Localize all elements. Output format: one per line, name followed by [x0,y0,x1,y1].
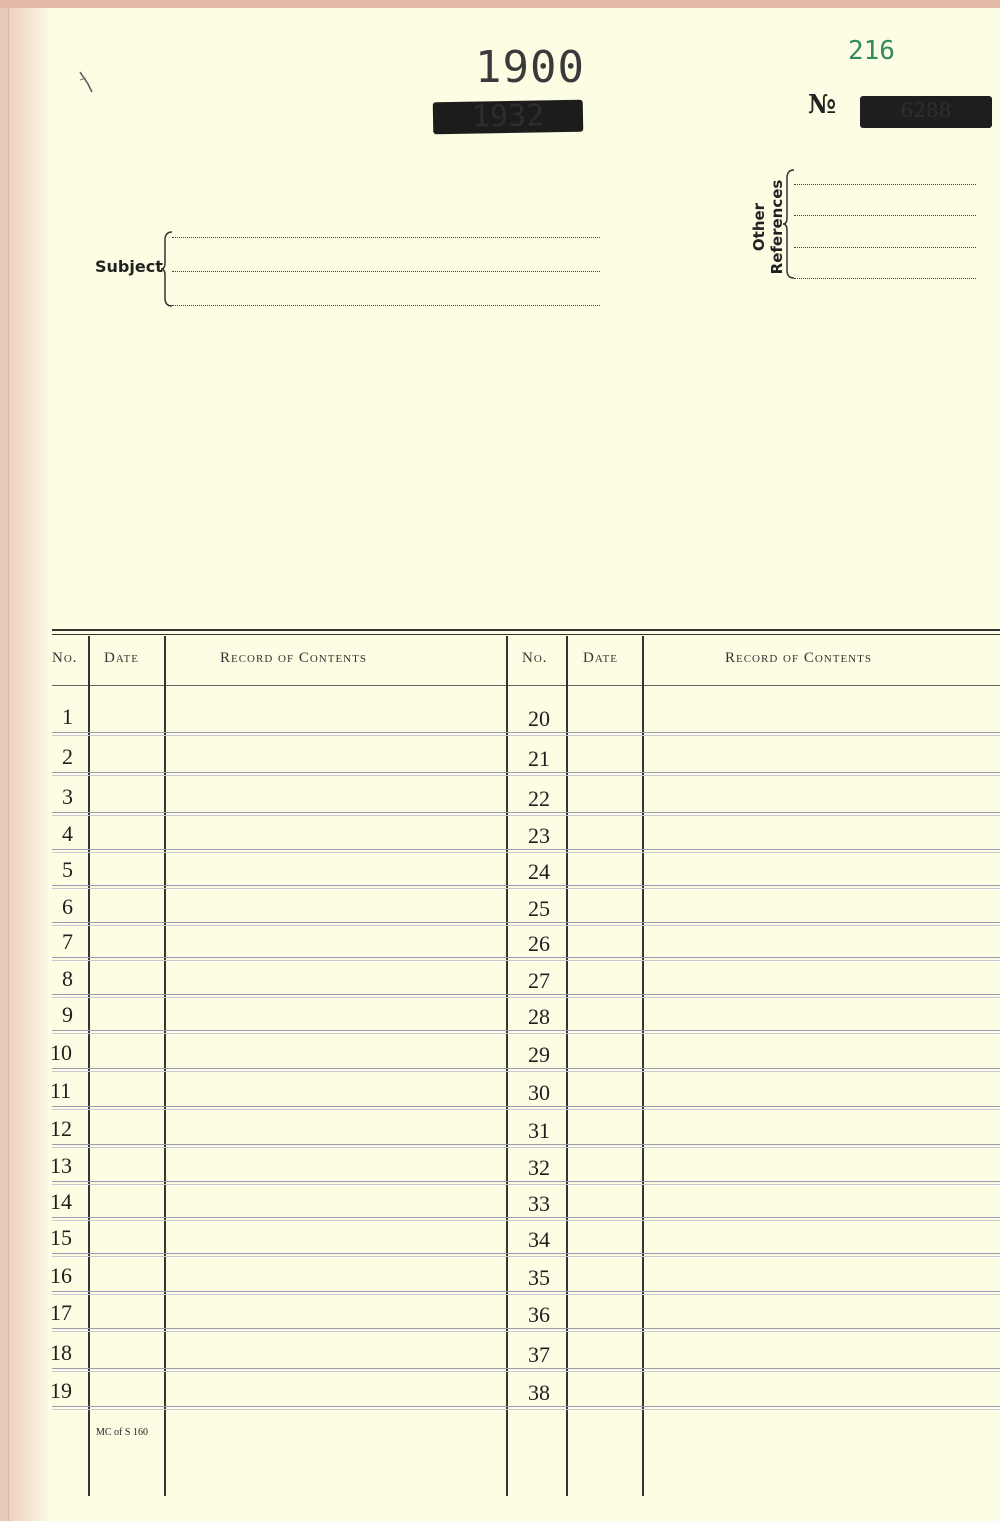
pin-mark-icon [78,70,94,94]
col-divider-center [506,636,508,1496]
row-number-left: 1 [62,704,73,729]
form-code: MC of S 160 [96,1427,148,1438]
file-no-label: № [808,90,837,120]
row-rule-secondary [52,1294,1000,1295]
row-rule [52,957,1000,958]
subject-line-3[interactable] [172,305,600,306]
row-rule [52,849,1000,850]
row-rule-secondary [52,997,1000,998]
row-rule-secondary [52,852,1000,853]
row-number-right: 37 [528,1342,550,1367]
year-redaction-bar [433,100,584,135]
row-rule [52,1181,1000,1182]
row-rule [52,1368,1000,1369]
row-rule-secondary [52,1220,1000,1221]
header-date-right: Date [583,650,618,666]
row-number-left: 8 [62,966,73,991]
row-number-right: 27 [528,968,550,993]
row-number-right: 34 [528,1227,550,1252]
row-rule [52,1068,1000,1069]
file-no-redaction-bar [860,96,992,128]
row-number-right: 25 [528,896,550,921]
header-no-right: No. [522,650,548,666]
row-number-left: 14 [50,1189,72,1214]
row-rule [52,922,1000,923]
file-no-redacted: 6288 [900,98,952,122]
subject-brace [160,230,174,308]
row-number-left: 9 [62,1002,73,1027]
row-rule [52,1291,1000,1292]
row-number-right: 26 [528,931,550,956]
row-rule-secondary [52,1371,1000,1372]
other-ref-line-2[interactable] [794,215,976,216]
row-rule [52,1328,1000,1329]
row-number-right: 29 [528,1042,550,1067]
row-rule-secondary [52,1071,1000,1072]
row-rule-secondary [52,925,1000,926]
folder-spine-edge [8,8,49,1521]
row-rule [52,732,1000,733]
top-edge [0,0,1000,8]
table-header-rule [52,685,1000,686]
row-rule-secondary [52,775,1000,776]
subject-label: Subject [95,257,163,276]
row-number-left: 7 [62,929,73,954]
row-rule-secondary [52,1033,1000,1034]
row-number-left: 2 [62,744,73,769]
row-number-left: 5 [62,857,73,882]
row-number-right: 31 [528,1118,550,1143]
row-rule [52,1406,1000,1407]
row-rule-secondary [52,1256,1000,1257]
row-number-right: 23 [528,823,550,848]
row-rule [52,1106,1000,1107]
row-number-right: 28 [528,1004,550,1029]
row-number-left: 17 [50,1300,72,1325]
row-rule [52,772,1000,773]
header-record-left: Record of Contents [220,650,367,666]
other-references-line2: References [768,179,786,275]
col-divider-no-date-left [88,636,90,1496]
stamp-number: 216 [848,36,895,66]
row-rule-secondary [52,1331,1000,1332]
row-number-right: 35 [528,1265,550,1290]
row-number-right: 22 [528,786,550,811]
other-ref-line-3[interactable] [794,247,976,248]
other-ref-line-1[interactable] [794,184,976,185]
row-number-right: 33 [528,1191,550,1216]
header-no-left: No. [52,650,78,666]
row-rule-secondary [52,1409,1000,1410]
row-number-left: 6 [62,894,73,919]
row-rule-secondary [52,888,1000,889]
row-rule-secondary [52,1147,1000,1148]
row-number-right: 20 [528,706,550,731]
other-references-line1: Other [750,202,768,252]
other-ref-line-4[interactable] [794,278,976,279]
table-top-rule-1 [52,629,1000,631]
row-rule-secondary [52,815,1000,816]
subject-line-1[interactable] [172,237,600,238]
subject-line-2[interactable] [172,271,600,272]
row-rule [52,1217,1000,1218]
row-number-right: 21 [528,746,550,771]
header-date-left: Date [104,650,139,666]
row-number-left: 3 [62,784,73,809]
row-number-left: 11 [50,1078,72,1103]
row-number-right: 24 [528,859,550,884]
header-record-right: Record of Contents [725,650,872,666]
row-number-right: 38 [528,1380,550,1405]
row-number-right: 30 [528,1080,550,1105]
row-rule-secondary [52,1109,1000,1110]
row-rule [52,1030,1000,1031]
row-rule [52,885,1000,886]
row-rule [52,994,1000,995]
year-printed: 1900 [475,42,585,93]
row-rule-secondary [52,735,1000,736]
table-top-rule-2 [52,634,1000,635]
row-number-left: 19 [50,1378,72,1403]
row-number-left: 15 [50,1225,72,1250]
row-number-left: 4 [62,821,73,846]
row-rule [52,812,1000,813]
row-number-left: 10 [50,1040,72,1065]
row-rule-secondary [52,960,1000,961]
year-redacted: 1932 [471,98,545,135]
row-rule [52,1253,1000,1254]
row-number-left: 16 [50,1263,72,1288]
row-number-left: 12 [50,1116,72,1141]
col-divider-date-record-left [164,636,166,1496]
row-number-right: 32 [528,1155,550,1180]
row-number-right: 36 [528,1302,550,1327]
col-divider-no-date-right [566,636,568,1496]
row-number-left: 18 [50,1340,72,1365]
col-divider-date-record-right [642,636,644,1496]
row-number-left: 13 [50,1153,72,1178]
row-rule-secondary [52,1184,1000,1185]
row-rule [52,1144,1000,1145]
